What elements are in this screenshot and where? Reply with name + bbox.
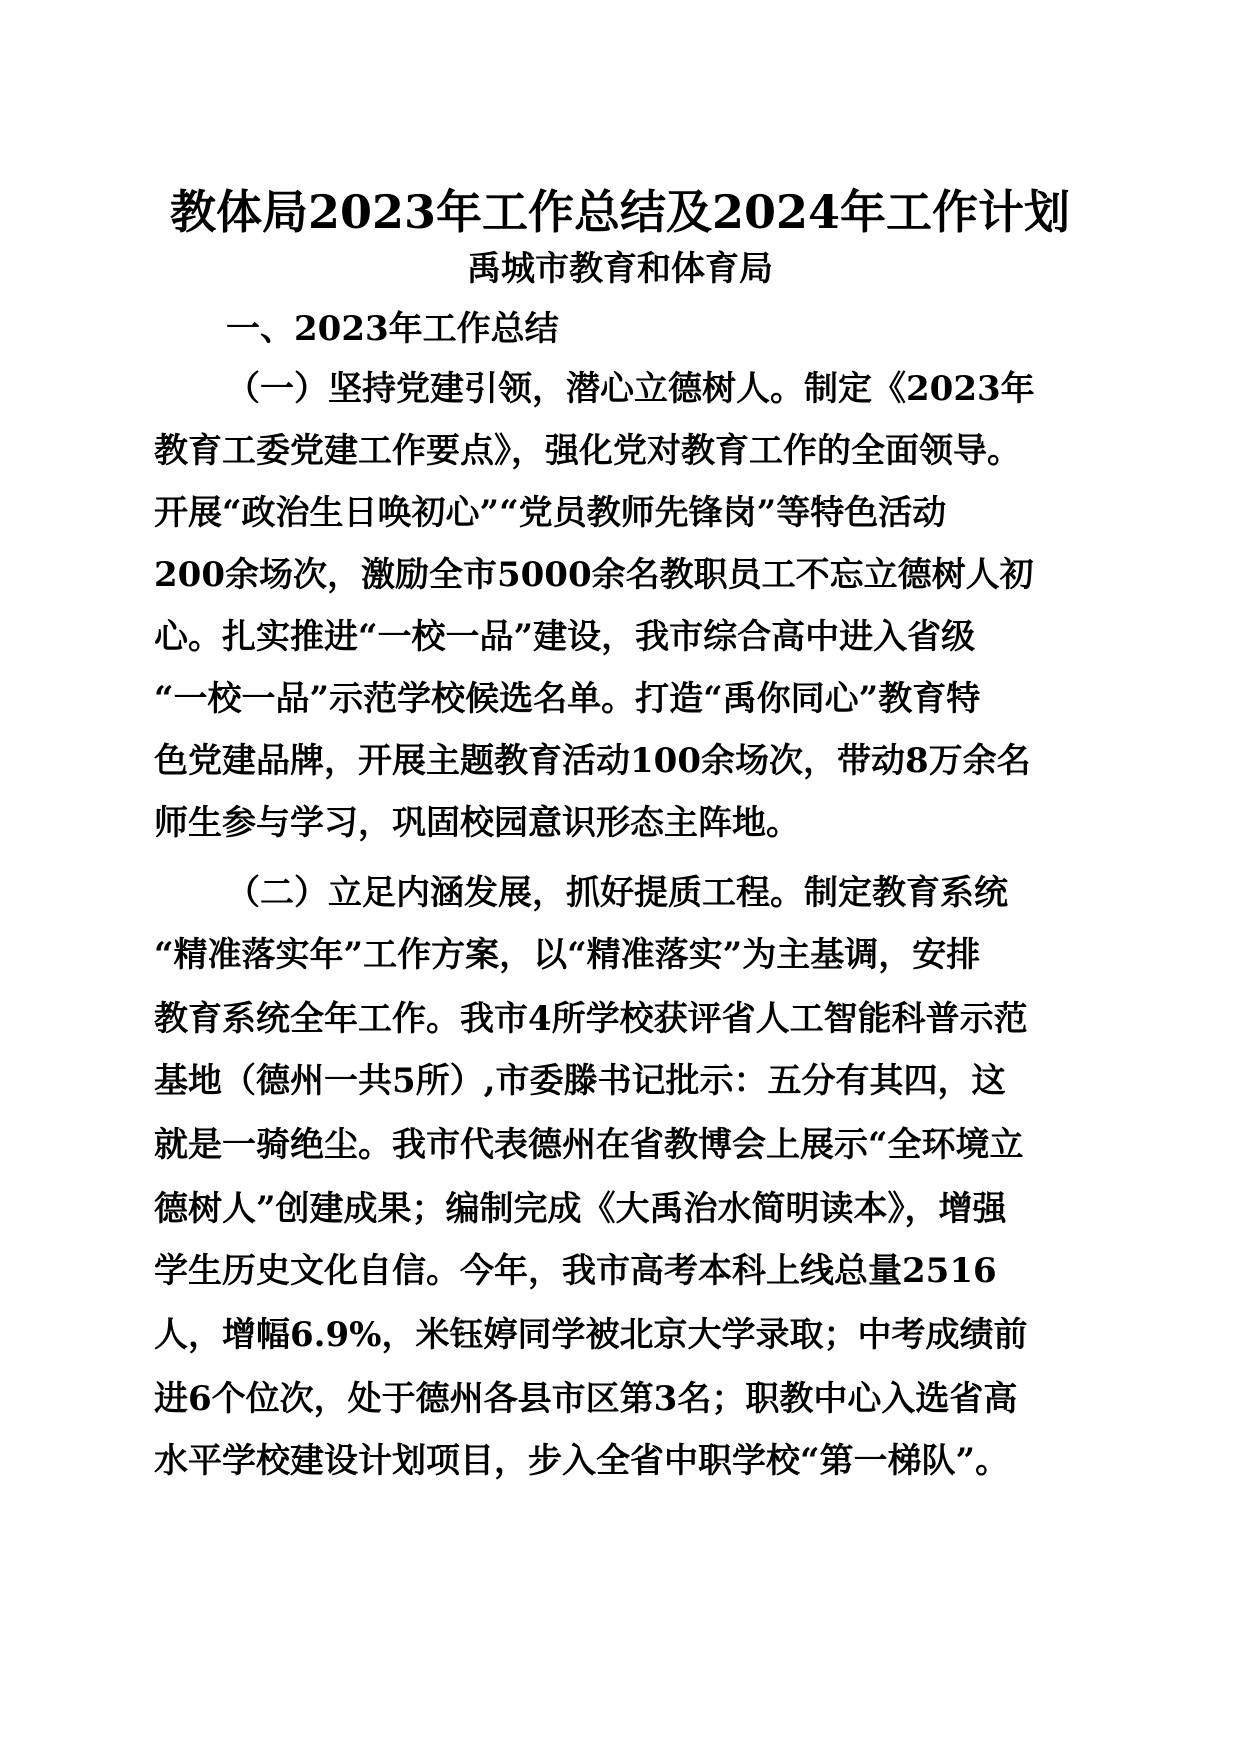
paragraph1-line: 师生参与学习，巩固校园意识形态主阵地。 — [154, 803, 800, 843]
paragraph2-line: 教育系统全年工作。我市4所学校获评省人工智能科普示范 — [154, 999, 1028, 1039]
paragraph2-line: “精准落实年”工作方案，以“精准落实”为主基调，安排 — [154, 935, 981, 975]
document-author: 禹城市教育和体育局 — [467, 249, 773, 289]
paragraph1-line: 开展“政治生日唤初心”“党员教师先锋岗”等特色活动 — [154, 493, 947, 533]
paragraph2-line: 进6个位次，处于德州各县市区第3名；职教中心入选省高 — [154, 1379, 1018, 1419]
paragraph1-line: 心。扎实推进“一校一品”建设，我市综合高中进入省级 — [154, 617, 976, 657]
paragraph2-line: 人，增幅6.9%，米钰婷同学被北京大学录取；中考成绩前 — [154, 1315, 1028, 1355]
document-title: 教体局2023年工作总结及2024年工作计划 — [169, 185, 1071, 239]
paragraph2-line: 就是一骑绝尘。我市代表德州在省教博会上展示“全环境立 — [154, 1125, 1024, 1165]
paragraph2-line: 水平学校建设计划项目，步入全省中职学校“第一梯队”。 — [154, 1441, 1010, 1481]
paragraph1-line: 200余场次，激励全市5000余名教职员工不忘立德树人初 — [154, 555, 1034, 595]
paragraph1-line: 教育工委党建工作要点》，强化党对教育工作的全面领导。 — [154, 431, 1021, 471]
paragraph1-line: 色党建品牌，开展主题教育活动100余场次，带动8万余名 — [154, 741, 1031, 781]
paragraph2-line: 学生历史文化自信。今年，我市高考本科上线总量2516 — [154, 1251, 997, 1291]
section-heading: 一、2023年工作总结 — [226, 309, 559, 349]
paragraph2-line: 德树人”创建成果；编制完成《大禹治水简明读本》，增强 — [154, 1189, 1007, 1229]
paragraph2-line: （二）立足内涵发展，抓好提质工程。制定教育系统 — [226, 873, 1008, 913]
paragraph2-line: 基地（德州一共5所）,市委滕书记批示：五分有其四，这 — [154, 1061, 1006, 1101]
paragraph1-line: （一）坚持党建引领，潜心立德树人。制定《2023年 — [226, 369, 1035, 409]
paragraph1-line: “一校一品”示范学校候选名单。打造“禹你同心”教育特 — [154, 679, 981, 719]
